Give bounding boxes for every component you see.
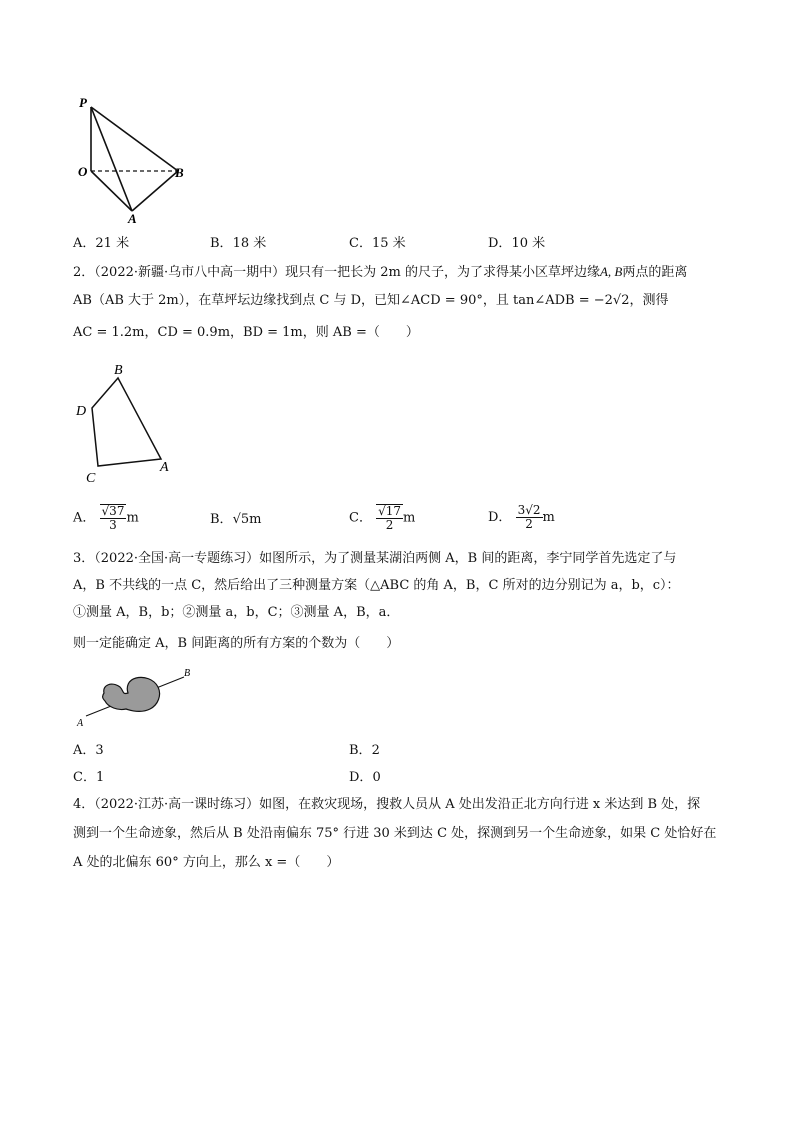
label-A: A <box>77 718 84 729</box>
q4-line-2: 测到一个生命迹象，然后从 B 处沿南偏东 75° 行进 30 米到达 C 处，探测到另一个生命迹象，如果 C 处恰好在 <box>73 826 717 841</box>
label-P: P <box>79 95 87 110</box>
label-B: B <box>114 363 123 378</box>
q1-option-b[interactable]: B．18 米 <box>210 236 267 251</box>
q3-line-3: ①测量 A，B，b；②测量 a，b，C；③测量 A，B，a． <box>73 605 400 620</box>
q4-line-1: 4．（2022·江苏·高一课时练习）如图，在救灾现场，搜救人员从 A 处出发沿正北方向行进 x 米达到 B 处，探 <box>73 797 701 812</box>
figure-pyramid <box>74 95 194 225</box>
q2-option-d[interactable]: D． $\frac{3√2}{2}$ m <box>488 503 555 531</box>
label-B: B <box>184 668 191 679</box>
q4-line-3: A 处的北偏东 60° 方向上，那么 x =（ ） <box>73 855 340 870</box>
q1-option-d[interactable]: D．10 米 <box>488 236 546 251</box>
q2-option-c[interactable]: C． $\frac{√17}{2}$ m <box>349 504 416 532</box>
fraction: $\frac{3√2}{2}$ <box>517 503 541 531</box>
q2-line-2: AB（AB 大于 2m），在草坪坛边缘找到点 C 与 D，已知∠ACD = 90°，且 tan∠ADB = −2√2，测得 <box>73 293 669 308</box>
q3-line-4: 则一定能确定 A，B 间距离的所有方案的个数为（ ） <box>73 636 400 651</box>
q2-line-3: AC = 1.2m，CD = 0.9m，BD = 1m，则 AB =（ ） <box>73 325 419 340</box>
label-A: A <box>160 460 169 475</box>
q1-option-a[interactable]: A．21 米 <box>73 236 130 251</box>
q3-option-a[interactable]: A．3 <box>73 743 104 758</box>
q3-option-c[interactable]: C．1 <box>73 770 105 785</box>
fraction: $\frac{√37}{3}$ <box>101 504 125 532</box>
q3-line-1: 3．（2022·全国·高一专题练习）如图所示，为了测量某湖泊两侧 A，B 间的距离，李宁同学首先选定了与 <box>73 551 677 566</box>
label-A: A <box>128 211 137 225</box>
fraction: $\frac{√17}{2}$ <box>378 504 402 532</box>
q2-option-a[interactable]: A． $\frac{√37}{3}$ m <box>73 504 139 532</box>
label-O: O <box>78 164 88 179</box>
q3-option-d[interactable]: D．0 <box>349 770 381 785</box>
q2-option-b[interactable]: B．√5m <box>210 512 262 527</box>
q3-option-b[interactable]: B．2 <box>349 743 380 758</box>
q2-line-1: 2．（2022·新疆·乌市八中高一期中）现只有一把长为 2m 的尺子，为了求得某小区草坪边缘A, B两点的距离 <box>73 264 688 280</box>
label-D: D <box>76 404 87 419</box>
figure-quadrilateral <box>72 358 192 488</box>
label-C: C <box>86 471 96 486</box>
q1-option-c[interactable]: C．15 米 <box>349 236 406 251</box>
q3-line-2: A，B 不共线的一点 C，然后给出了三种测量方案（△ABC 的角 A，B，C 所对的边分别记为 a，b，c）： <box>73 578 680 593</box>
figure-lake <box>72 665 202 730</box>
label-B: B <box>175 165 184 180</box>
